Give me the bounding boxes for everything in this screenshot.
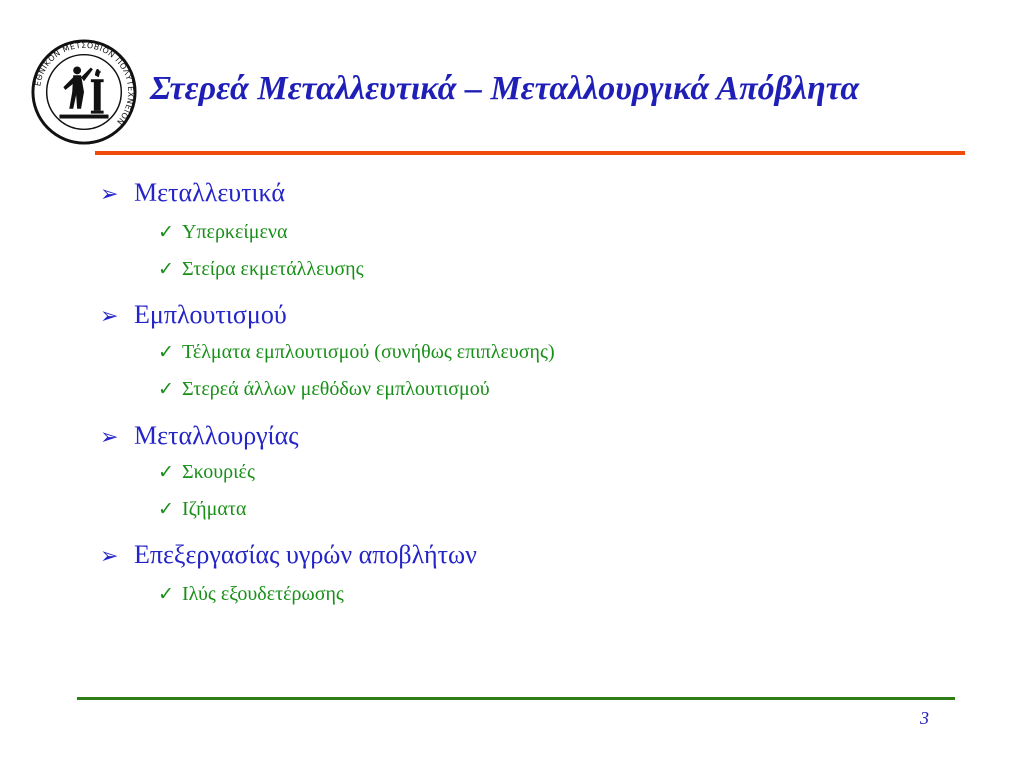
item-text: Μεταλλευτικά	[134, 178, 286, 207]
sub-item	[158, 258, 364, 281]
item-text: Εμπλουτισμού	[134, 300, 287, 329]
check-bullet-icon: ✓	[158, 584, 174, 605]
item-text: Ιζήματα	[182, 498, 247, 520]
check-bullet-icon: ✓	[158, 222, 174, 243]
sub-item	[158, 461, 255, 484]
arrow-bullet-icon: ➢	[100, 424, 119, 449]
check-bullet-icon: ✓	[158, 499, 174, 520]
seal-text: ΕΘΝΙΚΟΝ ΜΕΤΣΟΒΙΟΝ ΠΟΛΥΤΕΧΝΕΙΟΝ	[33, 40, 136, 127]
item-text: Στερεά άλλων μεθόδων εμπλουτισμού	[182, 378, 490, 400]
section-item	[100, 421, 299, 451]
check-bullet-icon: ✓	[158, 259, 174, 280]
sub-item	[158, 341, 555, 364]
sub-item	[158, 221, 287, 244]
item-text: Σκουριές	[182, 461, 255, 483]
footer-line	[77, 697, 955, 700]
arrow-bullet-icon: ➢	[100, 303, 119, 328]
item-text: Υπερκείμενα	[182, 221, 288, 243]
page-number: 3	[920, 708, 929, 728]
title-underline	[95, 151, 965, 155]
check-bullet-icon: ✓	[158, 379, 174, 400]
section-item	[100, 300, 287, 330]
check-bullet-icon: ✓	[158, 462, 174, 483]
item-text: Ιλύς εξουδετέρωσης	[182, 583, 344, 605]
check-bullet-icon: ✓	[158, 342, 174, 363]
arrow-bullet-icon: ➢	[100, 181, 119, 206]
section-item	[100, 540, 477, 570]
ntua-seal-icon	[30, 38, 138, 146]
sub-item	[158, 583, 344, 606]
item-text: Μεταλλουργίας	[134, 421, 299, 450]
slide-title: Στερεά Μεταλλευτικά – Μεταλλουργικά Απόβλητα	[150, 70, 860, 107]
item-text: Επεξεργασίας υγρών αποβλήτων	[134, 540, 477, 569]
item-text: Τέλματα εμπλουτισμού (συνήθως επιπλευσης)	[182, 341, 555, 363]
section-item	[100, 178, 285, 208]
item-text: Στείρα εκμετάλλευσης	[182, 258, 364, 280]
sub-item	[158, 498, 246, 521]
sub-item	[158, 378, 490, 401]
arrow-bullet-icon: ➢	[100, 543, 119, 568]
